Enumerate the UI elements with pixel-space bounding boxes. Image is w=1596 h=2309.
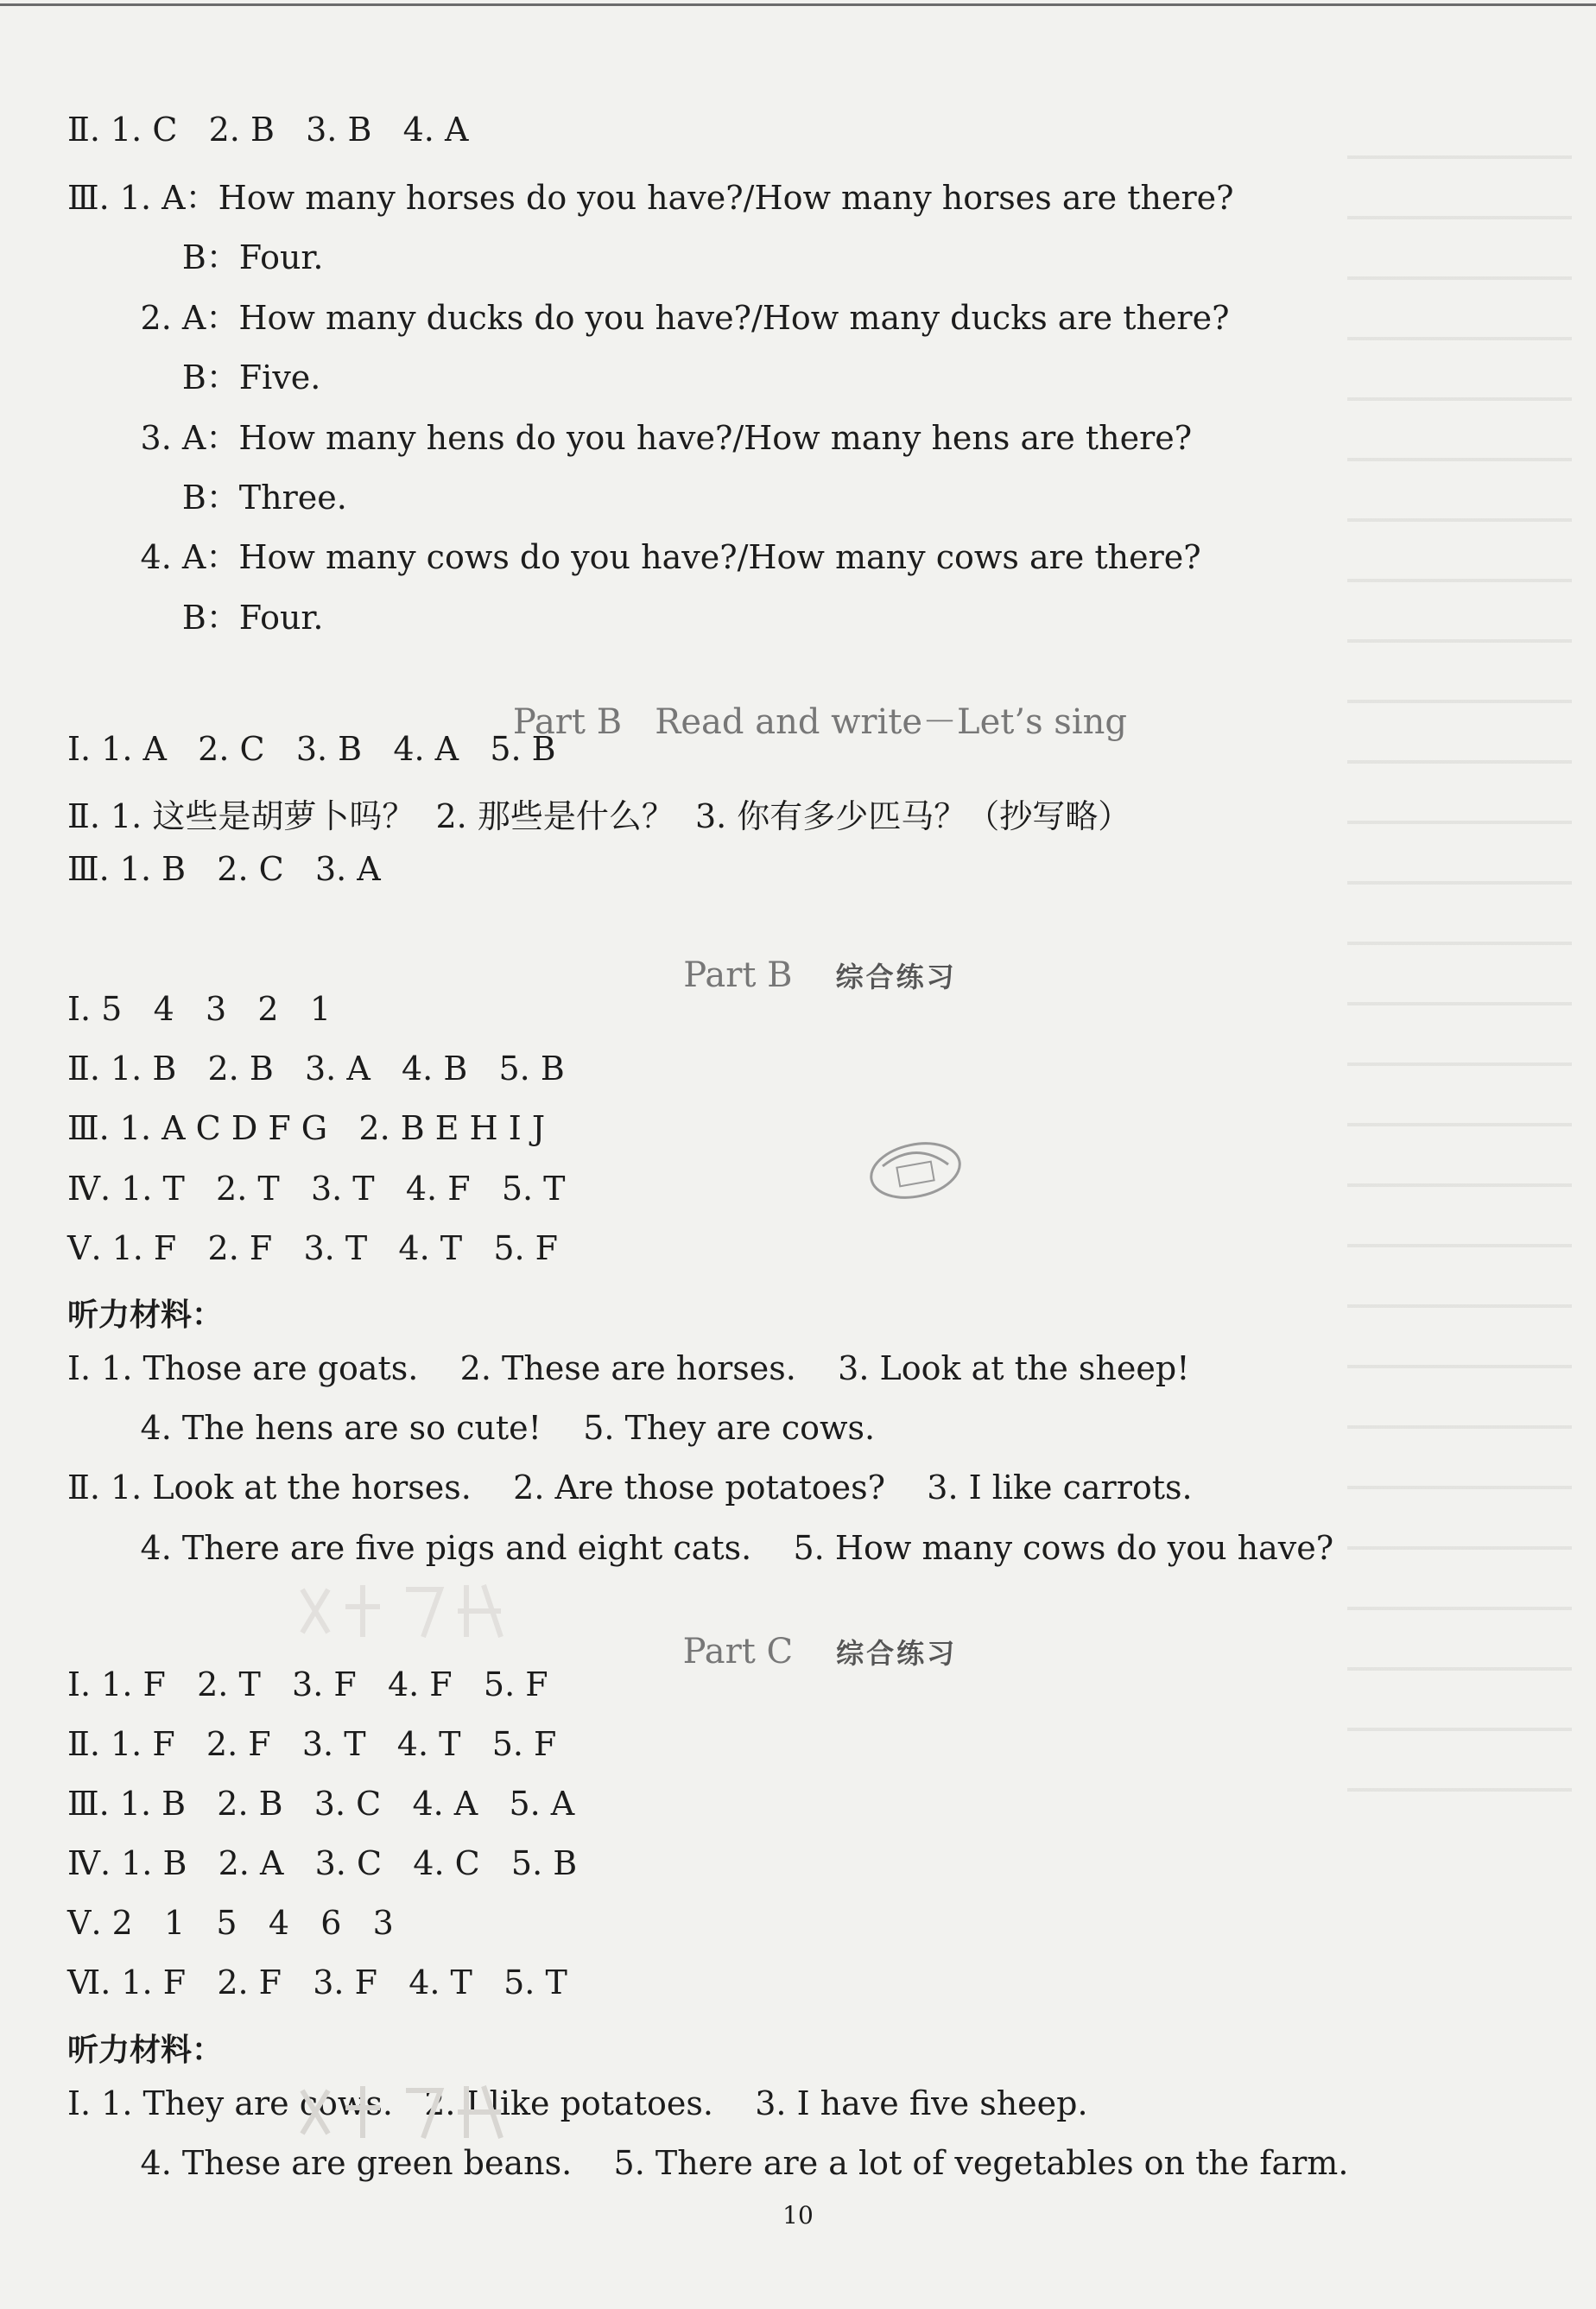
answer-line: B：Five. — [67, 358, 321, 396]
answer-line: Ⅱ. 1. Look at the horses. 2. Are those potatoes? 3. I like carrots. — [67, 1468, 1193, 1507]
listening-material-label: 听力材料： — [67, 2033, 224, 2068]
section-title: Part B Read and write－Let’s sing — [512, 702, 1127, 742]
section-title: Part B — [683, 955, 793, 995]
watermark-icon — [294, 2073, 553, 2151]
stamp-logo-icon — [864, 1132, 967, 1209]
section-title: Part C — [682, 1632, 794, 1671]
answer-line: Ⅳ. 1. T 2. T 3. T 4. F 5. T — [67, 1170, 566, 1208]
answer-line: Ⅰ. 1. F 2. T 3. F 4. F 5. F — [67, 1665, 548, 1703]
answer-line: Ⅵ. 1. F 2. F 3. F 4. T 5. T — [67, 1963, 567, 2001]
top-rule — [0, 3, 1596, 6]
answer-line: Ⅰ. 1. Those are goats. 2. These are horses. 3. Look at the sheep! — [67, 1349, 1190, 1387]
answer-line: 4. These are green beans. 5. There are a lot of vegetables on the farm. — [67, 2144, 1349, 2182]
answer-line: 3. A：How many hens do you have?/How many hens are there? — [67, 419, 1193, 457]
page-number: 10 — [782, 2201, 814, 2230]
answer-line: B：Four. — [67, 238, 324, 276]
answer-line: Ⅲ. 1. B 2. B 3. C 4. A 5. A — [67, 1785, 575, 1823]
watermark-icon — [294, 1572, 553, 1650]
answer-line: Ⅰ. 1. A 2. C 3. B 4. A 5. B — [67, 730, 556, 768]
answer-line: Ⅴ. 1. F 2. F 3. T 4. T 5. F — [67, 1229, 559, 1267]
answer-line: Ⅲ. 1. B 2. C 3. A — [67, 850, 381, 888]
listening-material-label: 听力材料： — [67, 1297, 224, 1333]
answer-line: Ⅴ. 2 1 5 4 6 3 — [67, 1904, 394, 1942]
answer-line: Ⅱ. 1. 这些是胡萝卜吗？ 2. 那些是什么？ 3. 你有多少匹马？（抄写略） — [67, 797, 1131, 835]
answer-line: Ⅱ. 1. F 2. F 3. T 4. T 5. F — [67, 1725, 557, 1763]
section-subtitle: 综合练习 — [835, 961, 957, 993]
answer-line: B：Four. — [67, 599, 324, 637]
section-subtitle: 综合练习 — [836, 1637, 958, 1670]
answer-line: B：Three. — [67, 479, 347, 517]
answer-line: 4. A：How many cows do you have?/How many cows are there? — [67, 538, 1201, 576]
answer-line: Ⅲ. 1. A C D F G 2. B E H I J — [67, 1109, 546, 1147]
answer-line: 4. The hens are so cute! 5. They are cows. — [67, 1409, 876, 1447]
answer-line: Ⅲ. 1. A：How many horses do you have?/How many horses are there? — [67, 179, 1234, 217]
answer-line: Ⅱ. 1. B 2. B 3. A 4. B 5. B — [67, 1050, 565, 1088]
answer-line: Ⅳ. 1. B 2. A 3. C 4. C 5. B — [67, 1844, 578, 1882]
answer-line: Ⅱ. 1. C 2. B 3. B 4. A — [67, 111, 469, 149]
answer-line: Ⅰ. 5 4 3 2 1 — [67, 990, 332, 1028]
answer-line: Ⅰ. 1. They are cows. 2. I like potatoes. 3. I have five sheep. — [67, 2084, 1088, 2122]
answer-line: 2. A：How many ducks do you have?/How many ducks are there? — [67, 299, 1230, 337]
answer-line: 4. There are five pigs and eight cats. 5. How many cows do you have? — [67, 1529, 1334, 1567]
